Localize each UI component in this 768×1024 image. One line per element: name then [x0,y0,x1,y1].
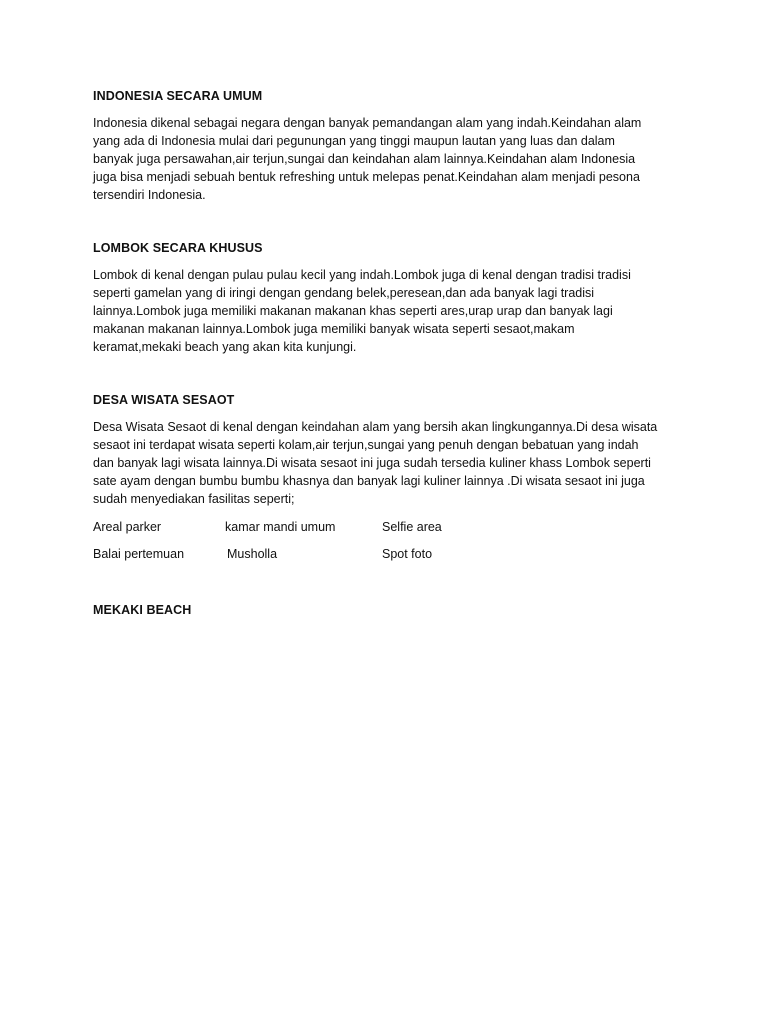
section-heading-lombok: LOMBOK SECARA KHUSUS [93,241,263,255]
facility-item: kamar mandi umum [225,520,336,534]
facility-item: Spot foto [382,547,433,561]
document-body [93,88,683,618]
facility-item: Musholla [227,547,278,561]
facility-item: Areal parker [93,520,162,534]
section-heading-indonesia: INDONESIA SECARA UMUM [93,89,263,103]
section-heading-mekaki: MEKAKI BEACH [93,603,192,617]
section-paragraph-sesaot: Desa Wisata Sesaot di kenal dengan keindahan alam yang bersih akan lingkungannya.Di desa wisata sesaot ini terdapat wisata seperti kolam,air terjun,sungai yang penuh dengan bebatuan yang indah dan banyak lagi wisata lainnya.Di wisata sesaot ini juga sudah tersedia kuliner khass Lombok seperti sate ayam dengan bumbu bumbu khasnya dan banyak lagi kuliner lainnya .Di wisata sesaot ini juga sudah menyediakan fasilitas seperti; [93,420,658,506]
facilities-row [93,545,683,572]
section-paragraph-indonesia: Indonesia dikenal sebagai negara dengan banyak pemandangan alam yang indah.Keindahan alam yang ada di Indonesia mulai dari pegunungan yang tinggi maupun lautan yang luas dan dalam banyak juga persawahan,air terjun,sungai dan keindahan alam lainnya.Keindahan alam Indonesia juga bisa menjadi sebuah bentuk refreshing untuk melepas penat.Keindahan alam menjadi pesona tersendiri Indonesia. [93,116,642,202]
section-paragraph-lombok: Lombok di kenal dengan pulau pulau kecil yang indah.Lombok juga di kenal dengan tradisi tradisi seperti gamelan yang di iringi dengan gendang belek,peresean,dan ada banyak lagi tradisi lainnya.Lombok juga memiliki makanan makanan khas seperti ares,urap urap dan banyak lagi makanan makanan lainnya.Lombok juga memiliki banyak wisata seperti sesaot,makam keramat,mekaki beach yang akan kita kunjungi. [93,268,631,354]
facilities-row [93,518,683,545]
section-heading-sesaot: DESA WISATA SESAOT [93,393,235,407]
facility-item: Balai pertemuan [93,547,185,561]
facility-item: Selfie area [382,520,442,534]
facilities-list [93,518,683,572]
